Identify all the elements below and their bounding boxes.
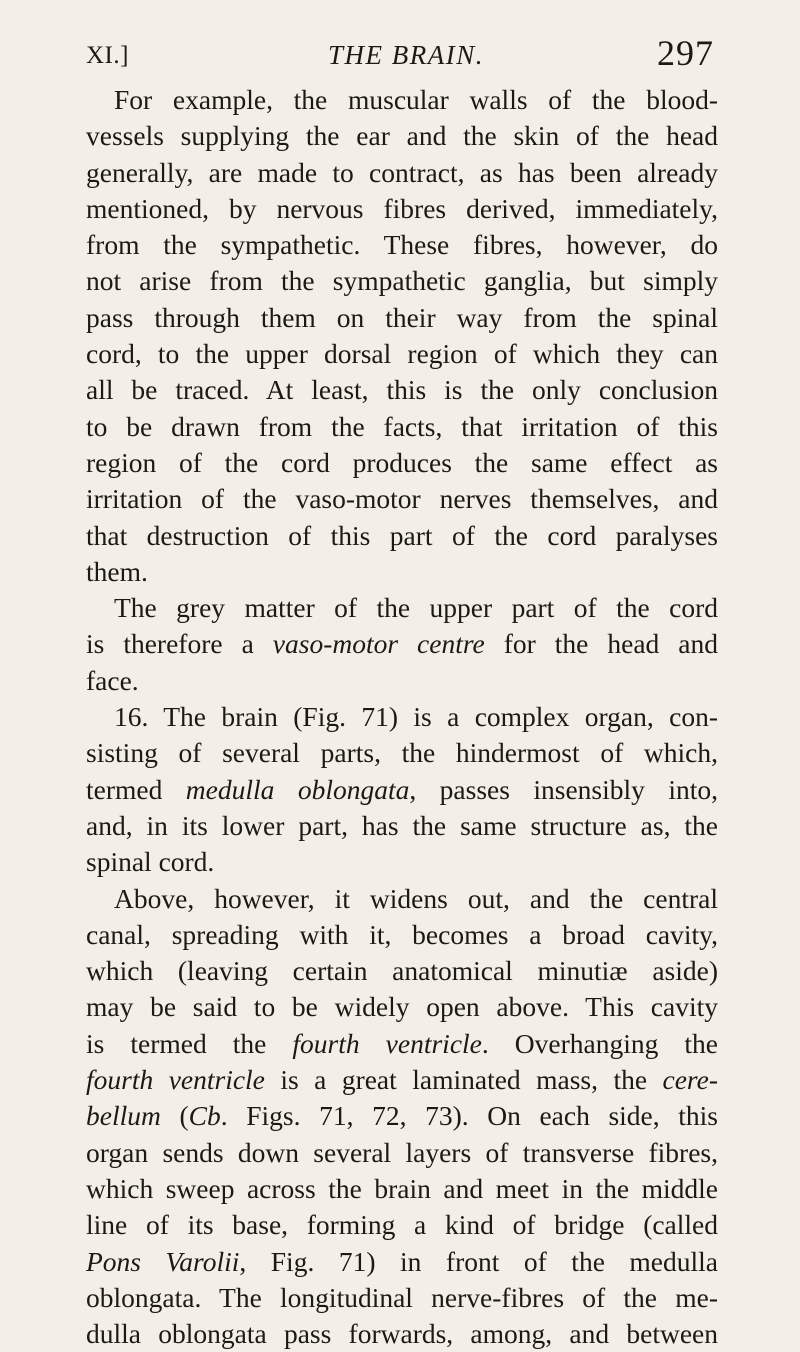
text-line: fourth ventricle is a great laminated mass, the cere-: [86, 1064, 718, 1096]
chapter-marker: XI.]: [86, 42, 129, 69]
text-line: spinal cord.: [86, 846, 215, 878]
text-line: organ sends down several layers of transverse fibres,: [86, 1136, 718, 1168]
text-line: canal, spreading with it, becomes a broad cavity,: [86, 918, 718, 950]
text-line: termed medulla oblongata, passes insensibly into,: [86, 773, 718, 805]
text-line: sisting of several parts, the hindermost of which,: [86, 737, 718, 769]
text-line: Above, however, it widens out, and the central: [114, 882, 718, 914]
page-number: 297: [657, 33, 714, 73]
text-line: generally, are made to contract, as has been already: [86, 156, 718, 188]
running-head: [86, 16, 714, 76]
text-line: is therefore a vaso-motor centre for the head and: [86, 628, 718, 660]
text-line: For example, the muscular walls of the blood-: [114, 84, 718, 115]
text-line: bellum (Cb. Figs. 71, 72, 73). On each side, this: [86, 1100, 718, 1132]
text-line: vessels supplying the ear and the skin of the head: [86, 120, 718, 152]
text-line: them.: [86, 555, 148, 587]
text-line: and, in its lower part, has the same structure as, the: [86, 809, 718, 841]
text-line: which (leaving certain anatomical minutiæ aside): [86, 955, 718, 987]
text-line: oblongata. The longitudinal nerve-fibres of the me-: [86, 1281, 718, 1313]
text-line: from the sympathetic. These fibres, however, do: [86, 229, 718, 261]
text-line: mentioned, by nervous fibres derived, immediately,: [86, 192, 718, 224]
text-line: may be said to be widely open above. This cavity: [86, 991, 718, 1023]
body-text: [86, 82, 718, 1352]
text-line: to be drawn from the facts, that irritation of this: [86, 410, 718, 442]
text-line: The grey matter of the upper part of the cord: [114, 592, 718, 624]
text-line: not arise from the sympathetic ganglia, but simply: [86, 265, 718, 297]
text-line: which sweep across the brain and meet in the middle: [86, 1172, 718, 1204]
text-line: region of the cord produces the same effect as: [86, 446, 718, 478]
text-line: all be traced. At least, this is the only conclusion: [86, 374, 718, 406]
text-line: pass through them on their way from the spinal: [86, 301, 718, 333]
text-line: face.: [86, 664, 139, 696]
text-line: irritation of the vaso-motor nerves themselves, and: [86, 483, 718, 515]
text-line: 16. The brain (Fig. 71) is a complex organ, con-: [114, 701, 718, 733]
text-line: line of its base, forming a kind of bridge (called: [86, 1209, 718, 1241]
text-line: Pons Varolii, Fig. 71) in front of the medulla: [86, 1245, 718, 1277]
text-line: cord, to the upper dorsal region of which they can: [86, 338, 718, 370]
text-line: is termed the fourth ventricle. Overhanging the: [86, 1027, 718, 1059]
page-title: THE BRAIN.: [328, 40, 484, 70]
text-line: that destruction of this part of the cord paralyses: [86, 519, 718, 551]
text-line: dulla oblongata pass forwards, among, and between: [86, 1318, 718, 1350]
